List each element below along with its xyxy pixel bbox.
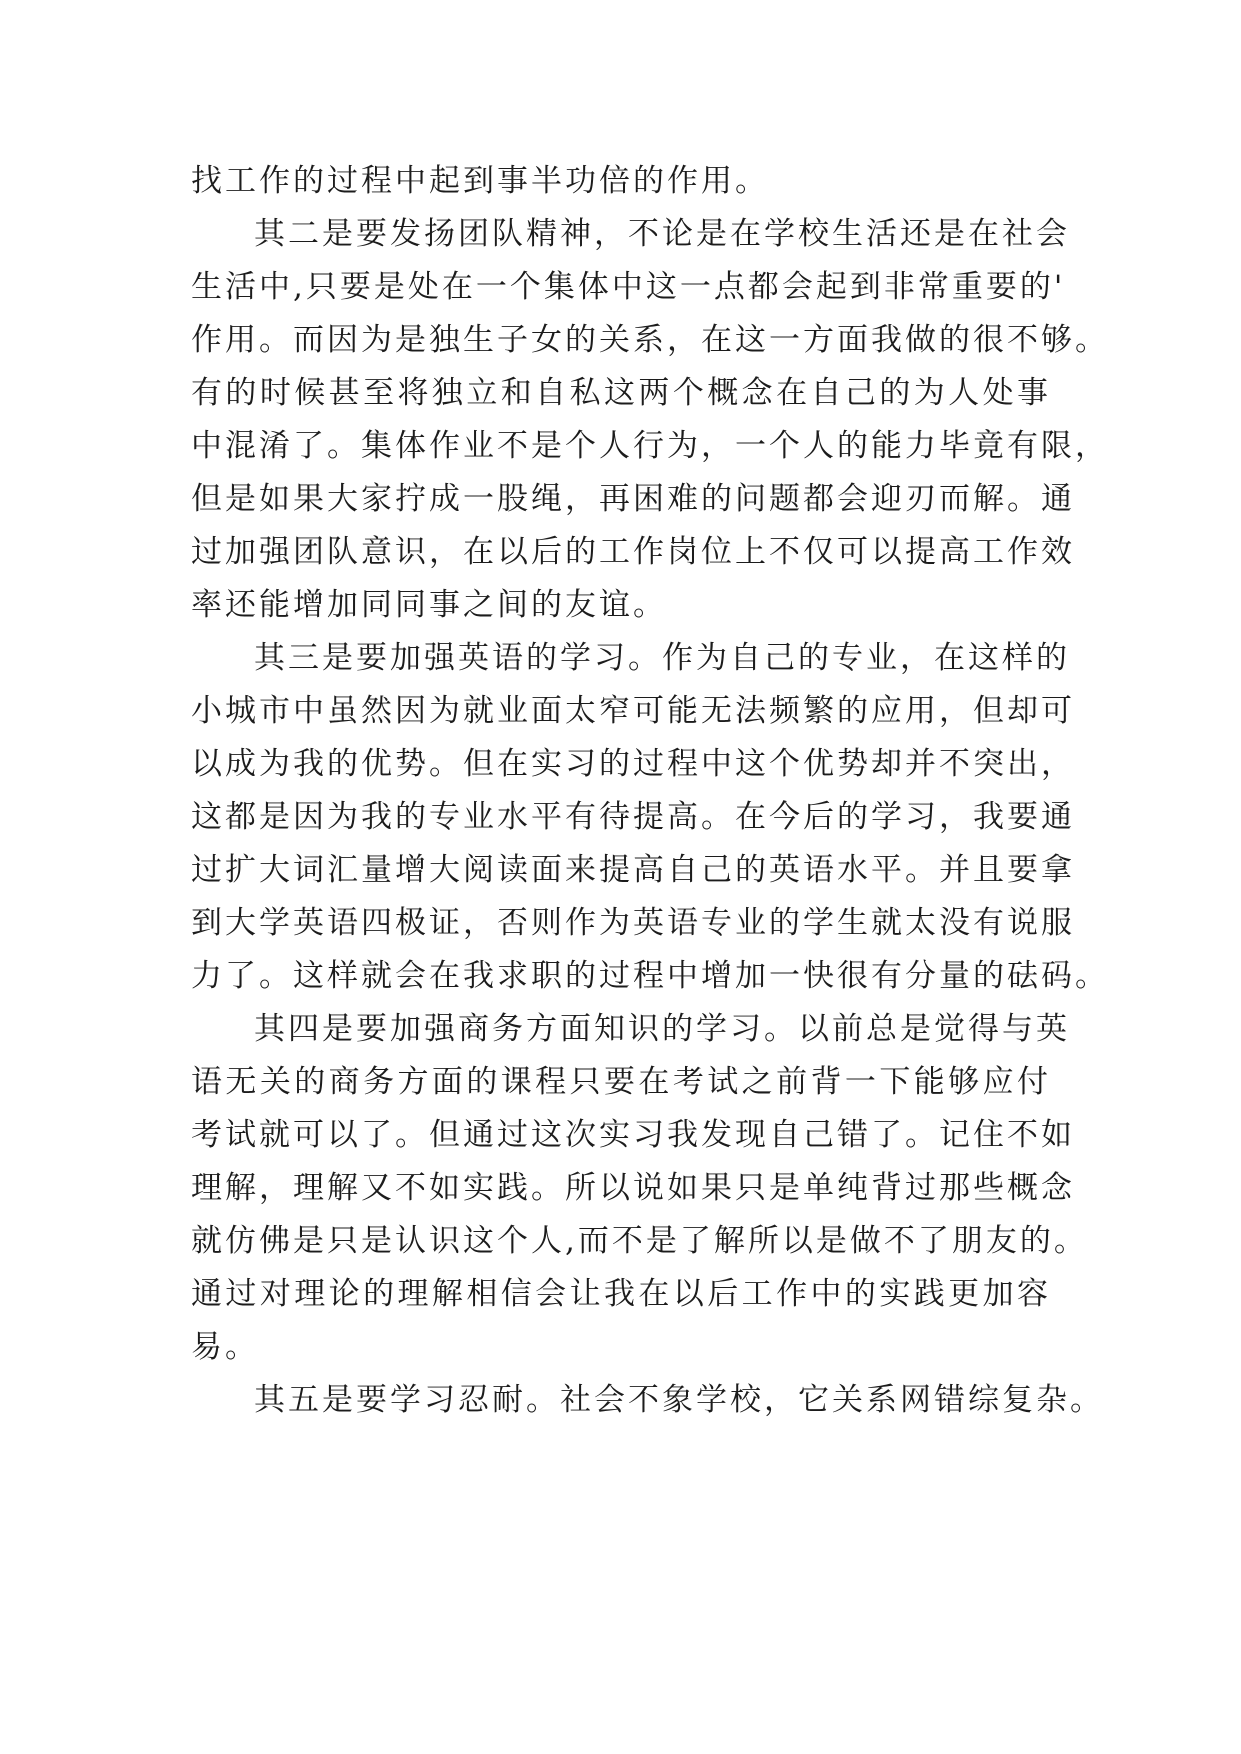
text-line: 考试就可以了。但通过这次实习我发现自己错了。记住不如 xyxy=(191,1117,1075,1153)
text-line: 其五是要学习忍耐。社会不象学校，它关系网错综复杂。 xyxy=(254,1382,1104,1418)
text-line: 就仿佛是只是认识这个人,而不是了解所以是做不了朋友的。 xyxy=(191,1223,1088,1259)
text-line: 易。 xyxy=(191,1329,259,1365)
text-line: 其二是要发扬团队精神，不论是在学校生活还是在社会 xyxy=(254,216,1070,252)
text-line: 理解，理解又不如实践。所以说如果只是单纯背过那些概念 xyxy=(191,1170,1075,1206)
text-line: 过加强团队意识，在以后的工作岗位上不仅可以提高工作效 xyxy=(191,534,1075,570)
text-line: 语无关的商务方面的课程只要在考试之前背一下能够应付 xyxy=(191,1064,1051,1100)
text-line: 作用。而因为是独生子女的关系，在这一方面我做的很不够。 xyxy=(191,322,1109,358)
text-line: 其四是要加强商务方面知识的学习。以前总是觉得与英 xyxy=(254,1011,1070,1047)
text-line: 生活中,只要是处在一个集体中这一点都会起到非常重要的' xyxy=(191,269,1066,305)
text-line: 找工作的过程中起到事半功倍的作用。 xyxy=(191,163,769,199)
text-line: 力了。这样就会在我求职的过程中增加一快很有分量的砝码。 xyxy=(191,958,1109,994)
text-line: 中混淆了。集体作业不是个人行为，一个人的能力毕竟有限， xyxy=(191,428,1109,464)
text-line: 小城市中虽然因为就业面太窄可能无法频繁的应用，但却可 xyxy=(191,693,1075,729)
text-line: 其三是要加强英语的学习。作为自己的专业，在这样的 xyxy=(254,640,1070,676)
text-line: 有的时候甚至将独立和自私这两个概念在自己的为人处事 xyxy=(191,375,1051,411)
text-line: 过扩大词汇量增大阅读面来提高自己的英语水平。并且要拿 xyxy=(191,852,1075,888)
text-line: 这都是因为我的专业水平有待提高。在今后的学习，我要通 xyxy=(191,799,1075,835)
text-line: 以成为我的优势。但在实习的过程中这个优势却并不突出， xyxy=(191,746,1075,782)
text-line: 到大学英语四极证，否则作为英语专业的学生就太没有说服 xyxy=(191,905,1075,941)
text-line: 但是如果大家拧成一股绳，再困难的问题都会迎刃而解。通 xyxy=(191,481,1075,517)
text-line: 通过对理论的理解相信会让我在以后工作中的实践更加容 xyxy=(191,1276,1051,1312)
body-text xyxy=(191,155,1109,1427)
text-line: 率还能增加同同事之间的友谊。 xyxy=(191,587,667,623)
